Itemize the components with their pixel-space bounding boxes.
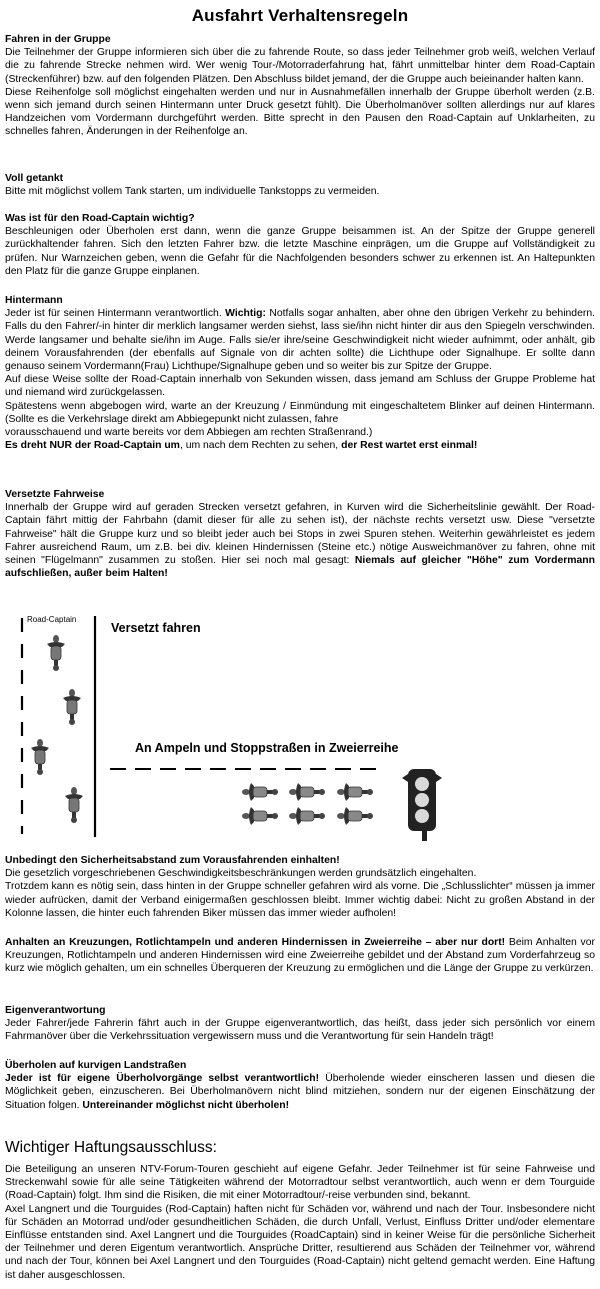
section-heading: Fahren in der Gruppe xyxy=(5,34,111,45)
section-hintermann xyxy=(5,294,595,452)
section-versetzte-fahrweise xyxy=(5,488,595,580)
text-run: Innerhalb der Gruppe wird auf geraden Strecken versetzt gefahren, in Kurven wird die Sicherheitslinie gewählt. Der Road-Captain fährt mittig der Fahrbahn (damit dieser für alle zu sehen ist), der nächste rechts versetzt usw. Diese "versetzte Fahrweise" hält die Gruppe kurz und so bleibt jeder auch bei Stops in zwei Spuren stehen. Weiterhin gewährleistet es jedem Fahrer ausreichend Raum, um z.B. bei div. kleinen Hindernissen (Steine etc.) nötige Ausweichmanöver zu fahren, ohne mit seinen "Flügelmann" zusammen zu stoßen. Hier sei noch mal gesagt: xyxy=(5,502,595,567)
disclaimer-heading: Wichtiger Haftungsausschluss: xyxy=(5,1139,217,1156)
paragraph: Die Beteiligung an unseren NTV-Forum-Touren geschieht auf eigene Gefahr. Jeder Teilnehmer ist für seine Fahrweise und Streckenwahl sowie für alle seine Tätigkeiten während der Motorradtour selbst verantwortlich, auch wenn er dem Tourguide (Road-Captain) folgt. Ihm sind die Risiken, die mit einer Motorradtour/-reise verbunden sind, bekannt. xyxy=(5,1164,595,1202)
paragraph xyxy=(5,1072,595,1112)
motorcycle-icon xyxy=(242,807,278,825)
section-fahren-in-der-gruppe xyxy=(5,33,595,139)
paragraph xyxy=(5,501,595,580)
paragraph: Spätestens wenn abgebogen wird, warte an der Kreuzung / Einmündung mit eingeschaltetem Blinker auf deinen Hintermann. (Sollte es die Verkehrslage direkt am Abbiegepunkt nicht zulassen, fahre xyxy=(5,400,595,425)
motorcycle-icon xyxy=(337,807,373,825)
motorcycle-icon xyxy=(65,787,83,823)
section-heading: Hintermann xyxy=(5,295,63,306)
section-anhalten xyxy=(5,936,595,976)
text-run: Notfalls sogar anhalten, aber ohne den übrigen Verkehr zu behindern. Falls du den Fahrer/-in hinter dir merklich langsamer werden siehst, lass sie/ihn nicht hinter dir aus den Spiegeln verschwinden. Werde langsamer und behalte sie/ihn im Auge. Falls sie/er ihre/seine Geschwindigkeit nicht wieder aufnimmt, oder anhält, gib deinem Vorausfahrenden (der ebenfalls auf Signale von dir achten sollte) die Lichthupe oder Signalhupe. Er sollte dann genauso seinem Vordermann(Frau) Lichthupe/Signalhupe geben und so weiter bis zur Spitze der Gruppe. xyxy=(5,308,595,373)
emphasis: Untereinander möglichst nicht überholen! xyxy=(82,1099,290,1111)
section-heading: Versetzte Fahrweise xyxy=(5,489,105,500)
motorcycle-icon xyxy=(289,807,325,825)
emphasis: der Rest wartet erst einmal! xyxy=(341,440,478,452)
emphasis: Es dreht NUR der Road-Captain um xyxy=(5,440,180,452)
section-road-captain xyxy=(5,212,595,278)
section-heading: Anhalten an Kreuzungen, Rotlichtampeln und anderen Hindernissen in Zweierreihe – aber nur dort! xyxy=(5,937,506,948)
emphasis: Wichtig: xyxy=(225,308,266,320)
ampel-label: An Ampeln und Stoppstraßen in Zweierreihe xyxy=(135,741,399,755)
page-title: Ausfahrt Verhaltensregeln xyxy=(191,6,409,25)
paragraph: Diese Reihenfolge soll möglichst eingehalten werden und nur in Ausnahmefällen innerhalb der Gruppe überholt werden (z.B. wenn sich jemand durch seinen Hintermann unter Druck gesetzt fühlt). Die Überholmanöver sollten allerdings nur auf klares Handzeichen vom Vordermann durchgeführt werden. Bitte sprecht in den Pausen den Road-Captain auf Unklarheiten, zu schnelles fahren, Änderungen in der Reihenfolge an. xyxy=(5,86,595,138)
section-heading: Eigenverantwortung xyxy=(5,1005,106,1016)
section-haftungsausschluss xyxy=(5,1163,595,1282)
section-ueberholen xyxy=(5,1059,595,1112)
paragraph: Axel Langnert und die Tourguides (Rod-Captain) haften nicht für Schäden vor, während und nach der Tour. Insbesondere nicht für Schäden an Motorrad und/oder gesundheitlichen Schäden, die durch Unfall, Verlust, Einfluss Dritter und/oder elementare Einflüsse entstanden sind. Axel Langnert und die Tourguides (RoadCaptain) sind in keiner Weise für die persönliche Sicherheit der Teilnehmer und deren Eigentum verantwortlich. Ansprüche Dritter, resultierend aus Schäden der Teilnehmer vor, während und nach der Tour, können bei Axel Langnert und den Tourguides (Road-Captain) nicht geltend gemacht werden. Eine Haftung ist daher ausgeschlossen. xyxy=(5,1203,595,1281)
paragraph: Beschleunigen oder Überholen erst dann, wenn die ganze Gruppe beisammen ist. An der Spitze der Gruppe generell zurückhaltender fahren. Sich den letzten Fahrer bzw. die letzte Maschine einprägen, um die Gruppe auf Vollständigkeit zu prüfen. Nur Warnzeichen geben, wenn die Gefahr für die Nachfolgenden besonders schwer zu erkennen ist. An Haltepunkten den Platz für die ganze Gruppe einplanen. xyxy=(5,226,595,277)
motorcycle-icon xyxy=(337,783,373,801)
paragraph: Die gesetzlich vorgeschriebenen Geschwindigkeitsbeschränkungen werden grundsätzlich eingehalten. xyxy=(5,868,477,880)
section-heading: Unbedingt den Sicherheitsabstand zum Vorausfahrenden einhalten! xyxy=(5,855,340,866)
paragraph: Bitte mit möglichst vollem Tank starten, um individuelle Tankstopps zu vermeiden. xyxy=(5,186,380,198)
paragraph: Auf diese Weise sollte der Road-Captain innerhalb von Sekunden wissen, dass jemand am Schluss der Gruppe Probleme hat und niemand wird zurückgelassen. xyxy=(5,374,595,399)
paragraph: Trotzdem kann es nötig sein, dass hinten in der Gruppe schneller gefahren wird als vorne. Die „Schlusslichter“ müssen ja immer wieder aufrücken, damit der Verband einigermaßen geschlossen bleibt. Immer wichtig dabei: Nicht zu großen Abstand in der Kolonne lassen, die hinter euch fahrenden Biker müssen das immer wieder aufholen! xyxy=(5,881,595,919)
road-captain-label: Road-Captain xyxy=(27,615,77,624)
paragraph: Die Teilnehmer der Gruppe informieren sich über die zu fahrende Route, so dass jeder Teilnehmer grob weiß, welchen Verlauf die zu fahrende Strecke nehmen wird. Wer wenig Tour-/Motorraderfahrung hat, fährt unmittelbar hinter dem Road-Captain (Streckenführer) bzw. auf den folgenden Plätzen. Den Abschluss bildet jemand, der die Gruppe auch beieinander halten kann. xyxy=(5,47,595,85)
versetzt-fahren-label: Versetzt fahren xyxy=(111,621,201,635)
motorcycle-icon xyxy=(47,635,65,671)
paragraph xyxy=(5,936,595,976)
section-heading: Überholen auf kurvigen Landstraßen xyxy=(5,1060,187,1071)
paragraph xyxy=(5,439,595,452)
section-heading: Voll getankt xyxy=(5,173,64,184)
motorcycle-icon xyxy=(289,783,325,801)
emphasis: Niemals auf gleicher "Höhe" zum Vordermann aufschließen, außer beim Halten! xyxy=(5,555,595,580)
section-voll-getankt xyxy=(5,172,595,198)
section-eigenverantwortung xyxy=(5,1004,595,1044)
motorcycle-icon xyxy=(31,739,49,775)
formation-diagram xyxy=(10,612,460,844)
paragraph xyxy=(5,307,595,373)
emphasis: Jeder ist für eigene Überholvorgänge selbst verantwortlich! xyxy=(5,1073,320,1085)
text-run: Jeder ist für seinen Hintermann verantwortlich. xyxy=(5,308,226,320)
text-run: , um nach dem Rechten zu sehen, xyxy=(179,440,342,452)
section-heading: Was ist für den Road-Captain wichtig? xyxy=(5,213,195,224)
motorcycle-icon xyxy=(242,783,278,801)
riding-formation-figure xyxy=(10,612,460,844)
paragraph: Jeder Fahrer/jede Fahrerin fährt auch in der Gruppe eigenverantwortlich, das heißt, dass jeder sich persönlich vor einem Fahrmanöver über die Verkehrssituation vergewissern muss und die Verantwortung für sein Handeln trägt! xyxy=(5,1018,595,1043)
text-run: Beim Anhalten vor Kreuzungen, Rotlichtampeln und anderen Hindernissen wird eine Zweierreihe gebildet und der Abstand zum Vorderfahrzeug so kurz wie möglich gehalten, um ein schnelles Überqueren der Kreuzung zu ermöglichen und die Länge der Gruppe zu verkürzen. xyxy=(5,937,595,975)
section-sicherheitsabstand xyxy=(5,854,595,920)
motorcycle-icon xyxy=(63,689,81,725)
traffic-light-icon xyxy=(402,769,442,841)
paragraph: vorausschauend und warte bereits vor dem Abbiegen am rechten Straßenrand.) xyxy=(5,427,373,439)
text-run: Überholende wieder einscheren lassen und diesen die Möglichkeit geben, einzuscheren. Bei Überholmanövern nicht blind mitziehen, sondern nur der eigenen Einschätzung der Situation folgen. xyxy=(5,1073,595,1111)
